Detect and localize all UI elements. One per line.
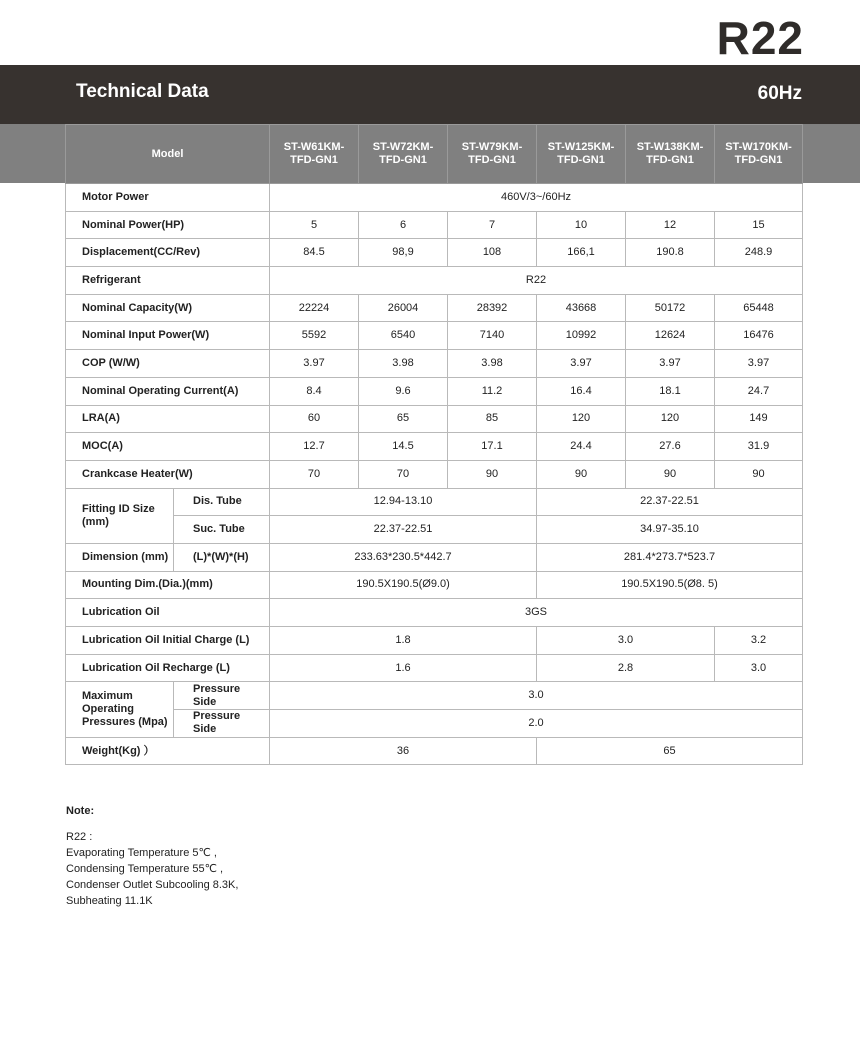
note-line: Evaporating Temperature 5℃ ,	[66, 847, 217, 859]
model-header-cell: ST-W79KM-TFD-GN1	[448, 125, 537, 184]
row-label: Nominal Operating Current(A)	[66, 377, 270, 405]
table-cell: R22	[270, 267, 803, 295]
page-title: Technical Data	[76, 81, 209, 102]
table-row	[66, 654, 803, 682]
table-cell: 281.4*273.7*523.7	[537, 543, 803, 571]
row-label: Lubrication Oil Recharge (L)	[66, 654, 270, 682]
table-cell: 3.0	[270, 682, 803, 710]
table-cell: 2.8	[537, 654, 715, 682]
table-cell: 3GS	[270, 599, 803, 627]
table-cell: 166,1	[537, 239, 626, 267]
table-cell: 190.5X190.5(Ø9.0)	[270, 571, 537, 599]
row-sublabel: Pressure Side	[174, 710, 270, 738]
table-cell: 24.7	[715, 377, 803, 405]
note-heading: Note:	[66, 805, 95, 817]
table-cell: 28392	[448, 294, 537, 322]
table-cell: 12.94-13.10	[270, 488, 537, 516]
table-cell: 90	[626, 460, 715, 488]
table-cell: 12624	[626, 322, 715, 350]
note-line: Subheating 11.1K	[66, 895, 153, 907]
model-header-cell: ST-W138KM-TFD-GN1	[626, 125, 715, 184]
note-line: Condensing Temperature 55℃ ,	[66, 863, 224, 875]
table-row	[66, 377, 803, 405]
table-cell: 84.5	[270, 239, 359, 267]
table-cell: 6	[359, 211, 448, 239]
row-sublabel: Suc. Tube	[174, 516, 270, 544]
table-cell: 108	[448, 239, 537, 267]
table-cell: 90	[448, 460, 537, 488]
table-cell: 31.9	[715, 433, 803, 461]
table-cell: 1.8	[270, 627, 537, 655]
table-cell: 24.4	[537, 433, 626, 461]
table-cell: 8.4	[270, 377, 359, 405]
table-cell: 36	[270, 737, 537, 765]
table-row	[66, 211, 803, 239]
row-label: Dimension (mm)	[66, 543, 174, 571]
model-header-cell: ST-W170KM-TFD-GN1	[715, 125, 803, 184]
row-label: Nominal Power(HP)	[66, 211, 270, 239]
table-cell: 190.8	[626, 239, 715, 267]
table-cell: 3.97	[537, 350, 626, 378]
table-cell: 3.98	[448, 350, 537, 378]
table-cell: 22.37-22.51	[537, 488, 803, 516]
row-label: Mounting Dim.(Dia.)(mm)	[66, 571, 270, 599]
table-row	[66, 682, 803, 710]
table-cell: 3.97	[270, 350, 359, 378]
table-cell: 3.2	[715, 627, 803, 655]
table-cell: 10	[537, 211, 626, 239]
table-row	[66, 294, 803, 322]
row-label: Nominal Capacity(W)	[66, 294, 270, 322]
table-row	[66, 627, 803, 655]
table-cell: 65	[537, 737, 803, 765]
row-label: Displacement(CC/Rev)	[66, 239, 270, 267]
table-cell: 70	[359, 460, 448, 488]
model-header-cell: ST-W125KM-TFD-GN1	[537, 125, 626, 184]
table-row	[66, 571, 803, 599]
table-cell: 12	[626, 211, 715, 239]
table-cell: 3.97	[626, 350, 715, 378]
technical-data-table	[65, 124, 803, 765]
table-cell: 10992	[537, 322, 626, 350]
table-row	[66, 433, 803, 461]
table-cell: 9.6	[359, 377, 448, 405]
row-sublabel: (L)*(W)*(H)	[174, 543, 270, 571]
table-cell: 27.6	[626, 433, 715, 461]
table-cell: 70	[270, 460, 359, 488]
table-cell: 11.2	[448, 377, 537, 405]
table-cell: 5592	[270, 322, 359, 350]
row-label: Crankcase Heater(W)	[66, 460, 270, 488]
table-cell: 85	[448, 405, 537, 433]
note-line: Condenser Outlet Subcooling 8.3K,	[66, 879, 239, 891]
table-header-row	[66, 125, 803, 184]
table-row	[66, 488, 803, 516]
table-cell: 17.1	[448, 433, 537, 461]
table-row	[66, 737, 803, 765]
table-cell: 12.7	[270, 433, 359, 461]
table-cell: 460V/3~/60Hz	[270, 184, 803, 212]
table-cell: 43668	[537, 294, 626, 322]
table-cell: 34.97-35.10	[537, 516, 803, 544]
table-cell: 22.37-22.51	[270, 516, 537, 544]
table-cell: 16.4	[537, 377, 626, 405]
table-cell: 3.98	[359, 350, 448, 378]
table-cell: 65448	[715, 294, 803, 322]
table-cell: 3.97	[715, 350, 803, 378]
table-cell: 90	[715, 460, 803, 488]
table-cell: 22224	[270, 294, 359, 322]
table-row	[66, 460, 803, 488]
note-section	[66, 805, 238, 909]
model-header-cell: ST-W72KM-TFD-GN1	[359, 125, 448, 184]
table-cell: 190.5X190.5(Ø8. 5)	[537, 571, 803, 599]
row-sublabel: Dis. Tube	[174, 488, 270, 516]
table-cell: 3.0	[537, 627, 715, 655]
row-label: Weight(Kg) ）	[66, 737, 270, 765]
frequency-label: 60Hz	[757, 83, 802, 104]
row-label: COP (W/W)	[66, 350, 270, 378]
row-label: Lubrication Oil Initial Charge (L)	[66, 627, 270, 655]
table-cell: 149	[715, 405, 803, 433]
table-cell: 248.9	[715, 239, 803, 267]
table-cell: 18.1	[626, 377, 715, 405]
row-label: Fitting ID Size (mm)	[66, 488, 174, 543]
table-row	[66, 267, 803, 295]
table-cell: 5	[270, 211, 359, 239]
row-label: Refrigerant	[66, 267, 270, 295]
refrigerant-code-heading: R22	[716, 12, 804, 64]
table-row	[66, 350, 803, 378]
row-label: Lubrication Oil	[66, 599, 270, 627]
table-cell: 65	[359, 405, 448, 433]
table-row	[66, 405, 803, 433]
table-row	[66, 710, 803, 738]
table-cell: 98,9	[359, 239, 448, 267]
title-band	[0, 65, 860, 124]
table-cell: 233.63*230.5*442.7	[270, 543, 537, 571]
table-cell: 60	[270, 405, 359, 433]
row-sublabel: Pressure Side	[174, 682, 270, 710]
table-row	[66, 322, 803, 350]
table-cell: 7	[448, 211, 537, 239]
table-cell: 6540	[359, 322, 448, 350]
row-label: MOC(A)	[66, 433, 270, 461]
table-cell: 7140	[448, 322, 537, 350]
model-header-cell: ST-W61KM-TFD-GN1	[270, 125, 359, 184]
row-label: Nominal Input Power(W)	[66, 322, 270, 350]
table-cell: 16476	[715, 322, 803, 350]
table-cell: 15	[715, 211, 803, 239]
table-cell: 120	[537, 405, 626, 433]
table-cell: 26004	[359, 294, 448, 322]
table-row	[66, 599, 803, 627]
table-row	[66, 239, 803, 267]
row-label: LRA(A)	[66, 405, 270, 433]
table-row	[66, 543, 803, 571]
table-cell: 2.0	[270, 710, 803, 738]
row-label: Maximum Operating Pressures (Mpa)	[66, 682, 174, 737]
table-cell: 120	[626, 405, 715, 433]
table-cell: 14.5	[359, 433, 448, 461]
table-cell: 50172	[626, 294, 715, 322]
table-row	[66, 516, 803, 544]
table-cell: 1.6	[270, 654, 537, 682]
note-line: R22 :	[66, 831, 93, 843]
table-row	[66, 184, 803, 212]
table-cell: 3.0	[715, 654, 803, 682]
row-label: Motor Power	[66, 184, 270, 212]
table-cell: 90	[537, 460, 626, 488]
model-header: Model	[66, 125, 270, 184]
